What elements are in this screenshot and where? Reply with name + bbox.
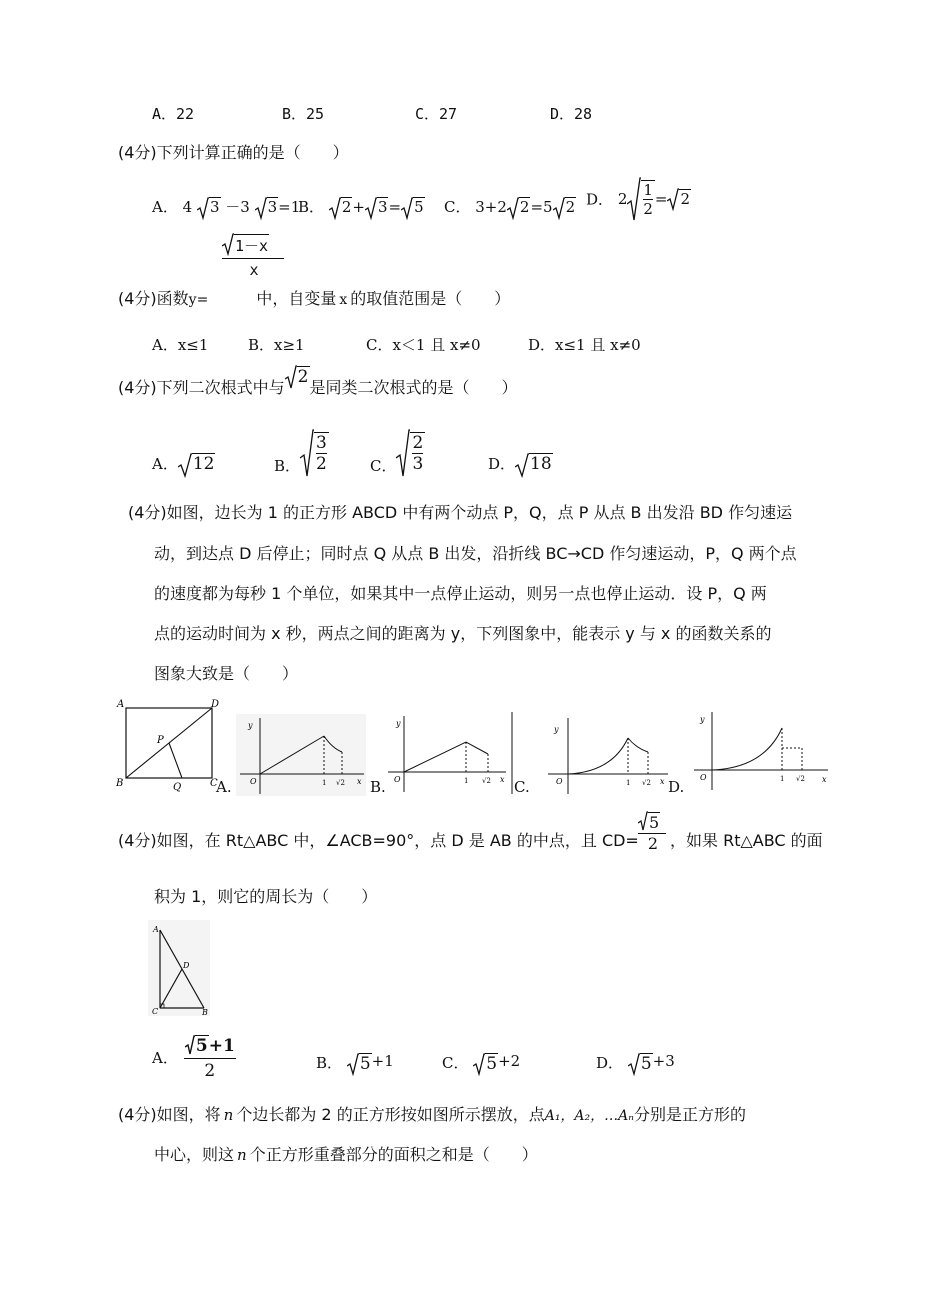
q2-fraction	[222, 232, 286, 279]
q4-graph-c[interactable]	[540, 714, 670, 796]
radicand: 2	[341, 198, 352, 216]
origin-label: O	[556, 777, 563, 786]
term: +	[352, 198, 365, 216]
q4-line-4: 点的运动时间为 x 秒，两点之间的距离为 y，下列图象中，能表示 y 与 x 的函数关系的	[154, 624, 772, 643]
q4-line-5: 图象大致是（ ）	[154, 664, 299, 683]
axis-x-label: x	[660, 777, 665, 786]
q4-option-a-label[interactable]: A.	[216, 778, 232, 796]
q2-option-a[interactable]: A．x≤1	[152, 336, 209, 354]
q6-line-2	[154, 1142, 538, 1165]
q3-option-b[interactable]	[274, 428, 329, 478]
label-d: D	[211, 699, 220, 710]
radicand: 2	[680, 190, 691, 208]
frac-denominator: 2	[204, 1061, 216, 1081]
option-a-label: A．	[152, 1049, 178, 1067]
q4-option-b-label[interactable]: B.	[370, 778, 386, 796]
q5-stem3: 积为 1，则它的周长为（ ）	[154, 887, 378, 906]
label-a: A	[117, 699, 125, 710]
term: =	[388, 198, 402, 216]
tick-1: 1	[322, 779, 327, 787]
axis-y-label: y	[700, 715, 705, 724]
radical-icon	[365, 196, 377, 220]
option-d-label: D．	[586, 190, 614, 209]
radicand: 12	[192, 454, 215, 474]
q4-graph-a[interactable]	[236, 714, 366, 796]
radicand: 2	[565, 198, 576, 216]
option-a-label: A．	[152, 455, 178, 473]
q2-stem	[118, 286, 510, 309]
graph-polyline	[404, 742, 488, 772]
radicand: 2	[297, 366, 309, 387]
axis-y-label: y	[396, 719, 401, 728]
tick-1: 1	[626, 779, 631, 787]
label-d: D	[183, 961, 190, 970]
radical-icon	[667, 187, 679, 211]
term: =	[654, 190, 668, 208]
plus-term: +1	[371, 1052, 394, 1070]
label-b: B	[116, 778, 124, 789]
q5-option-a[interactable]	[152, 1034, 236, 1081]
radical-icon	[473, 1052, 485, 1076]
q2-numerator: 1－x	[234, 234, 269, 256]
radical-icon	[638, 810, 648, 832]
radical-icon	[197, 196, 209, 220]
q4-line-2: 动，到达点 D 后停止；同时点 Q 从点 B 出发，沿折线 BC→CD 作匀速运动，P，Q 两个点	[154, 544, 797, 563]
q4-square-figure	[112, 698, 232, 792]
option-d-label: D．	[488, 455, 516, 473]
radical-icon	[627, 176, 641, 222]
frac-numerator-plus: +1	[208, 1036, 235, 1056]
q1-option-d[interactable]	[586, 176, 691, 222]
q6-text: 分别是正方形的	[633, 1105, 746, 1124]
term: 2	[617, 190, 628, 208]
q6-text: 个边长都为 2 的正方形按如图所示摆放，点	[236, 1105, 545, 1124]
option-b-label: B．	[316, 1054, 343, 1072]
frac-numerator: 2	[412, 433, 424, 453]
q6-n: n	[237, 1146, 247, 1164]
q4-graph-d[interactable]	[690, 708, 832, 792]
q6-text: (4分)如图，将	[118, 1105, 221, 1124]
q5-cd-fraction	[638, 810, 668, 853]
q0-option-c[interactable]: C．27	[415, 105, 458, 123]
axis-y-label: y	[248, 721, 253, 730]
q3-stem2: 是同类二次根式的是（ ）	[309, 378, 518, 397]
radical-icon	[628, 1052, 640, 1076]
q4-line-3: 的速度都为每秒 1 个单位，如果其中一点停止运动，则另一点也停止运动．设 P，Q 两	[154, 584, 767, 603]
q6-n: n	[223, 1106, 234, 1124]
q3-stem	[118, 366, 518, 398]
q5-option-b[interactable]	[316, 1052, 394, 1076]
term: =5	[530, 198, 553, 216]
q1-option-b[interactable]	[298, 196, 425, 220]
radical-icon	[185, 1034, 195, 1056]
option-c-label: C．	[442, 1054, 469, 1072]
q5-stem-line1	[118, 828, 639, 851]
radical-icon	[255, 196, 267, 220]
term: －3	[225, 198, 250, 216]
origin-label: O	[700, 773, 707, 782]
radicand: 3	[377, 198, 388, 216]
plus-term: +3	[652, 1052, 675, 1070]
radicand: 3	[209, 198, 220, 216]
radicand: 5	[649, 813, 660, 832]
tick-1: 1	[780, 775, 785, 783]
q1-option-c[interactable]	[444, 196, 576, 220]
q5-option-d[interactable]	[596, 1052, 675, 1076]
origin-label: O	[394, 775, 401, 784]
radical-icon	[553, 196, 565, 220]
radical-icon	[222, 232, 234, 256]
frac-numerator: 3	[316, 433, 327, 453]
q3-stem1: (4分)下列二次根式中与	[118, 378, 285, 397]
q4-graph-b[interactable]	[384, 712, 514, 794]
option-c-label: C．	[444, 198, 471, 216]
frac-denominator: 2	[643, 200, 653, 218]
radicand: 18	[530, 454, 552, 474]
q4-line-1: (4分)如图，边长为 1 的正方形 ABCD 中有两个动点 P，Q，点 P 从点 B 出发沿 BD 作匀速运	[128, 503, 793, 522]
radical-icon	[401, 196, 413, 220]
radical-icon	[507, 196, 519, 220]
origin-label: O	[250, 777, 257, 786]
q4-option-d-label[interactable]: D.	[668, 778, 685, 796]
segment-pq	[169, 743, 182, 778]
graph-curve	[712, 728, 782, 770]
option-b-label: B．	[298, 198, 325, 216]
radicand: 5	[414, 198, 424, 216]
tick-sqrt2: √2	[642, 779, 651, 787]
label-c: C	[152, 1007, 159, 1016]
q0-option-a[interactable]: A．22	[152, 105, 195, 123]
frac-bar	[184, 1058, 236, 1059]
q4-option-c-label[interactable]: C.	[514, 778, 530, 796]
q1-stem: (4分)下列计算正确的是（ ）	[118, 143, 349, 162]
label-b: B	[202, 1008, 208, 1016]
option-c-label: C．	[370, 456, 397, 475]
radicand: 5	[195, 1036, 208, 1056]
axis-x-label: x	[500, 775, 505, 784]
tick-sqrt2: √2	[336, 779, 345, 787]
q2-option-c[interactable]: C．x＜1 且 x≠0	[366, 336, 481, 354]
q2-denominator: x	[249, 261, 259, 279]
q2-var: y=	[188, 292, 209, 308]
option-a-label: A．	[152, 198, 178, 216]
axis-x-label: x	[357, 777, 362, 786]
q2-option-b[interactable]: B．x≥1	[248, 336, 305, 354]
radical-icon	[347, 1052, 359, 1076]
q1-option-a[interactable]	[152, 196, 300, 220]
radicand: 5	[359, 1054, 371, 1074]
q5-triangle-figure	[148, 920, 210, 1016]
axis-x-label: x	[822, 775, 827, 784]
radical-icon	[396, 428, 410, 478]
tick-sqrt2: √2	[796, 775, 805, 783]
tick-sqrt2: √2	[482, 777, 491, 785]
q5-stem2: ，如果 Rt△ABC 的面	[670, 831, 823, 850]
radical-icon	[285, 364, 297, 390]
axis-y-label: y	[554, 725, 559, 734]
q0-option-b[interactable]: B．25	[282, 105, 325, 123]
label-p: P	[157, 735, 164, 746]
radicand: 2	[519, 198, 530, 216]
radicand: 3	[267, 198, 278, 216]
radicand: 5	[486, 1054, 498, 1074]
tick-1: 1	[464, 777, 469, 785]
radical-icon	[178, 452, 192, 478]
option-b-label: B．	[274, 456, 301, 475]
q5-stem1: (4分)如图，在 Rt△ABC 中，∠ACB=90°，点 D 是 AB 的中点，且 CD=	[118, 831, 639, 850]
radical-icon	[300, 428, 314, 478]
label-a: A	[153, 925, 159, 934]
plus-term: +2	[498, 1052, 521, 1070]
q2-option-d[interactable]: D．x≤1 且 x≠0	[528, 336, 641, 354]
radicand: 5	[640, 1054, 652, 1074]
frac-denominator: 2	[316, 454, 327, 474]
q2-prefix: (4分)函数	[118, 289, 189, 308]
radical-icon	[515, 452, 529, 478]
term: 3+2	[475, 198, 507, 216]
q3-option-a[interactable]	[152, 452, 215, 478]
q6-line-1	[118, 1102, 746, 1125]
q0-option-d[interactable]: D．28	[550, 105, 593, 123]
q6-points: A₁，A₂，…Aₙ	[544, 1108, 634, 1124]
frac-numerator: 1	[643, 181, 653, 199]
q3-option-c[interactable]	[370, 428, 425, 478]
q5-option-c[interactable]	[442, 1052, 520, 1076]
term: 4	[182, 198, 193, 216]
graph-curve	[628, 738, 648, 752]
q6-text: 中心，则这	[154, 1145, 235, 1164]
frac-denominator: 3	[412, 454, 424, 474]
frac-denominator: 2	[647, 834, 659, 853]
option-d-label: D．	[596, 1054, 624, 1072]
q3-option-d[interactable]	[488, 452, 553, 478]
label-q: Q	[173, 782, 182, 792]
q2-suffix2: 的取值范围是（ ）	[350, 289, 511, 308]
q2-x: x	[339, 292, 348, 308]
radical-icon	[329, 196, 341, 220]
graph-curve	[568, 738, 628, 774]
label-c: C	[210, 778, 218, 789]
term: =1	[278, 198, 301, 216]
q6-text: 个正方形重叠部分的面积之和是（ ）	[249, 1145, 538, 1164]
q2-suffix1: 中，自变量	[256, 289, 337, 308]
